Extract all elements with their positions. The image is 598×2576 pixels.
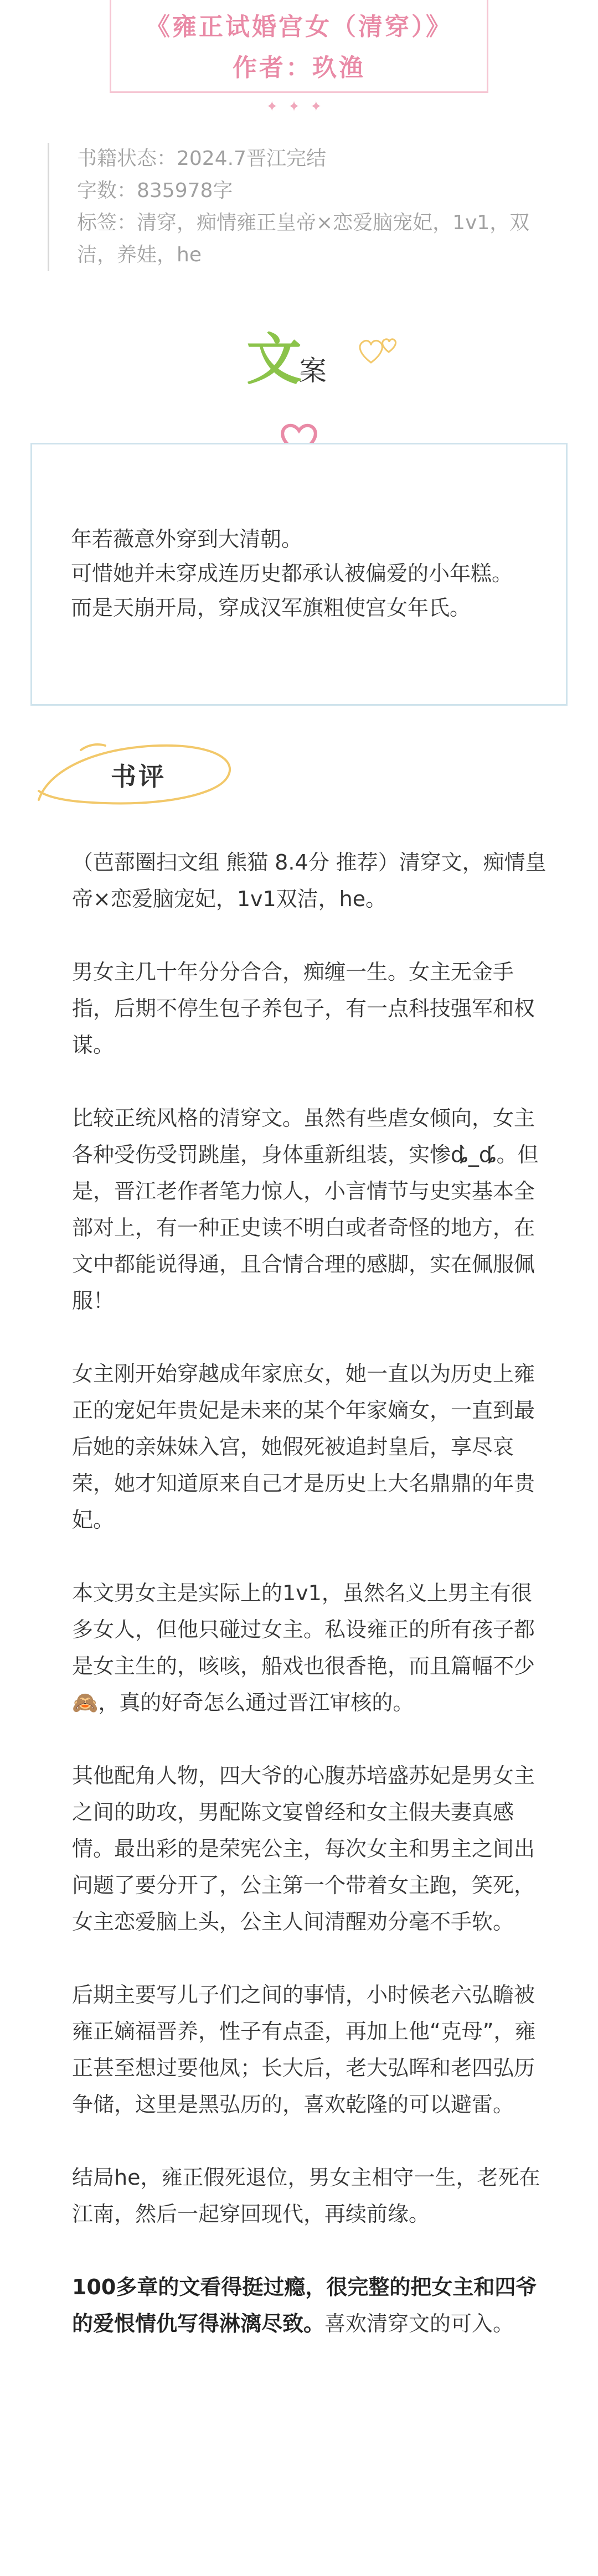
intro-line: 可惜她并未穿成连历史都承认被偏爱的小年糕。 <box>71 561 513 586</box>
meta-tags: 标签：清穿，痴情雍正皇帝×恋爱脑宠妃，1v1，双洁，养娃，he <box>77 211 530 266</box>
review-paragraph: 女主刚开始穿越成年家庶女，她一直以为历史上雍正的宠妃年贵妃是未来的某个年家嫡女，一直到最后她的亲妹妹入宫，她假死被追封皇后，享尽哀荣，她才知道原来自己才是历史上大名鼎鼎的年贵妃。 <box>72 1362 535 1532</box>
review-paragraph: 结局he，雍正假死退位，男女主相守一生，老死在江南，然后一起穿回现代，再续前缘。 <box>72 2165 540 2226</box>
intro-heading-small-char: 案 <box>299 355 327 387</box>
intro-line: 年若薇意外穿到大清朝。 <box>71 527 303 551</box>
book-meta <box>48 143 568 271</box>
sparkle-decoration: ✦✦✦ <box>266 99 332 115</box>
intro-box <box>30 443 568 706</box>
review-final-rest: 喜欢清穿文的可入。 <box>324 2311 514 2336</box>
review-paragraph: 其他配角人物，四大爷的心腹苏培盛苏妃是男女主之间的助攻，男配陈文宴曾经和女主假夫妻真感情。最出彩的是荣宪公主，每次女主和男主之间出问题了要分开了，公主第一个带着女主跑，笑死，女主恋爱脑上头，公主人间清醒劝分毫不手软。 <box>72 1763 535 1934</box>
double-heart-icon <box>354 332 404 371</box>
review-heading-label: 书评 <box>111 762 166 792</box>
review-heading <box>28 733 260 822</box>
intro-heading-big-char: 文 <box>246 327 302 392</box>
intro-line: 而是天崩开局，穿成汉军旗粗使宫女年氏。 <box>71 596 471 620</box>
intro-heading <box>0 327 598 393</box>
review-final-paragraph <box>72 2269 548 2342</box>
review-paragraph: （芭蔀圈扫文组 熊猫 8.4分 推荐）清穿文，痴情皇帝×恋爱脑宠妃，1v1双洁，he。 <box>72 850 547 911</box>
review-final-bold: 100多章的文看得挺过瘾，很完整的把女主和四爷的爱恨情仇写得淋漓尽致。 <box>72 2275 537 2336</box>
review-paragraph: 后期主要写儿子们之间的事情，小时候老六弘瞻被雍正嫡福晋养，性子有点歪，再加上他“克母”，雍正甚至想过要他凤；长大后，老大弘晖和老四弘历争储，这里是黑弘历的，喜欢乾隆的可以避雷。 <box>72 1983 536 2117</box>
review-paragraph: 比较正统风格的清穿文。虽然有些虐女倾向，女主各种受伤受罚跳崖，身体重新组装，实惨ȡ̀_ȡ́。但是，晋江老作者笔力惊人，小言情节与史实基本全部对上，有一种正史读不明白或者奇怪的地方，在文中都能说得通，且合情合理的感脚，实在佩服佩服！ <box>72 1106 539 1313</box>
review-paragraph: 本文男女主是实际上的1v1，虽然名义上男主有很多女人，但他只碰过女主。私设雍正的所有孩子都是女主生的，咳咳，船戏也很香艳，而且篇幅不少🙈，真的好奇怎么通过晋江审核的。 <box>72 1581 535 1715</box>
meta-word-count: 字数：835978字 <box>77 179 233 202</box>
review-paragraph: 男女主几十年分分合合，痴缠一生。女主无金手指，后期不停生包子养包子，有一点科技强军和权谋。 <box>72 960 535 1057</box>
meta-status: 书籍状态：2024.7晋江完结 <box>77 147 326 170</box>
review-body <box>72 844 548 2378</box>
intro-text <box>71 522 542 625</box>
book-author: 作者：玖渔 <box>233 54 365 82</box>
book-title: 《雍正试婚宫女（清穿）》 <box>146 13 452 41</box>
title-card <box>110 0 488 93</box>
